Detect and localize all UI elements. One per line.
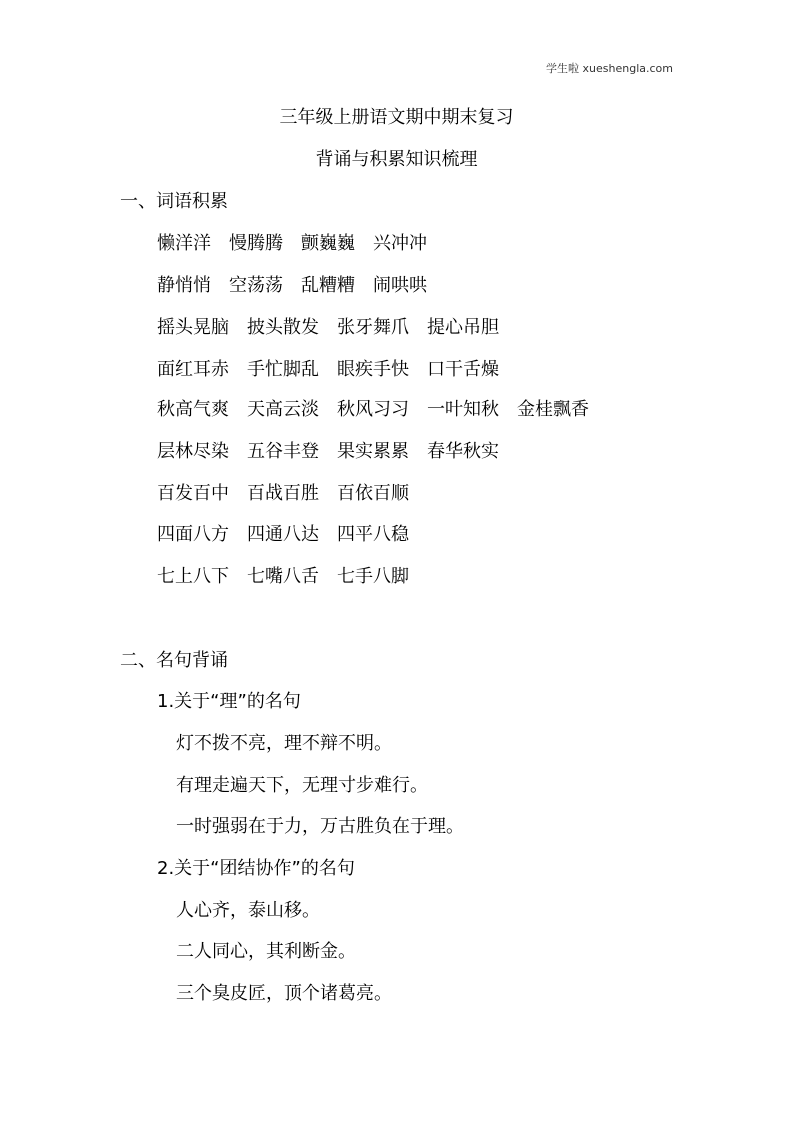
word-term: 春华秋实: [427, 441, 499, 462]
word-term: 层林尽染: [157, 441, 229, 462]
word-row: [157, 358, 499, 382]
word-row: [157, 523, 409, 547]
word-row: [157, 440, 499, 464]
word-term: 秋风习习: [337, 399, 409, 420]
page-subtitle: 背诵与积累知识梳理: [315, 149, 478, 170]
word-term: 兴冲冲: [373, 233, 427, 254]
word-term: 七手八脚: [337, 566, 409, 587]
word-term: 张牙舞爪: [337, 317, 409, 338]
section-heading-quotes: 二、名句背诵: [120, 650, 228, 671]
word-term: 静悄悄: [157, 275, 211, 296]
section-heading-vocabulary: 一、词语积累: [120, 191, 228, 212]
word-row: [157, 274, 427, 298]
quote-line: 有理走遍天下，无理寸步难行。: [176, 775, 428, 796]
word-row: [157, 398, 589, 422]
word-term: 闹哄哄: [373, 275, 427, 296]
word-term: 百依百顺: [337, 483, 409, 504]
word-term: 天高云淡: [247, 399, 319, 420]
quote-line: 人心齐，泰山移。: [176, 900, 320, 921]
word-term: 四通八达: [247, 524, 319, 545]
word-term: 七上八下: [157, 566, 229, 587]
word-term: 秋高气爽: [157, 399, 229, 420]
word-row: [157, 316, 499, 340]
word-term: 颤巍巍: [301, 233, 355, 254]
quote-line: 二人同心，其利断金。: [176, 941, 356, 962]
quote-group-title: 1.关于“理”的名句: [157, 691, 301, 712]
word-term: 眼疾手快: [337, 359, 409, 380]
word-term: 百发百中: [157, 483, 229, 504]
word-term: 果实累累: [337, 441, 409, 462]
word-row: [157, 482, 409, 506]
word-term: 百战百胜: [247, 483, 319, 504]
quote-line: 灯不拨不亮，理不辩不明。: [176, 733, 392, 754]
watermark: 学生啦 xueshengla.com: [546, 62, 673, 75]
word-term: 披头散发: [247, 317, 319, 338]
quote-group-title: 2.关于“团结协作”的名句: [157, 858, 355, 879]
word-term: 懒洋洋: [157, 233, 211, 254]
word-term: 口干舌燥: [427, 359, 499, 380]
word-term: 手忙脚乱: [247, 359, 319, 380]
word-term: 金桂飘香: [517, 399, 589, 420]
word-term: 提心吊胆: [427, 317, 499, 338]
word-term: 五谷丰登: [247, 441, 319, 462]
word-term: 七嘴八舌: [247, 566, 319, 587]
word-term: 乱糟糟: [301, 275, 355, 296]
word-row: [157, 565, 409, 589]
word-term: 摇头晃脑: [157, 317, 229, 338]
quote-line: 一时强弱在于力，万古胜负在于理。: [176, 816, 464, 837]
page-title: 三年级上册语文期中期末复习: [279, 107, 514, 128]
word-term: 四面八方: [157, 524, 229, 545]
word-row: [157, 232, 427, 256]
word-term: 面红耳赤: [157, 359, 229, 380]
word-term: 慢腾腾: [229, 233, 283, 254]
quote-line: 三个臭皮匠，顶个诸葛亮。: [176, 983, 392, 1004]
word-term: 一叶知秋: [427, 399, 499, 420]
word-term: 空荡荡: [229, 275, 283, 296]
word-term: 四平八稳: [337, 524, 409, 545]
